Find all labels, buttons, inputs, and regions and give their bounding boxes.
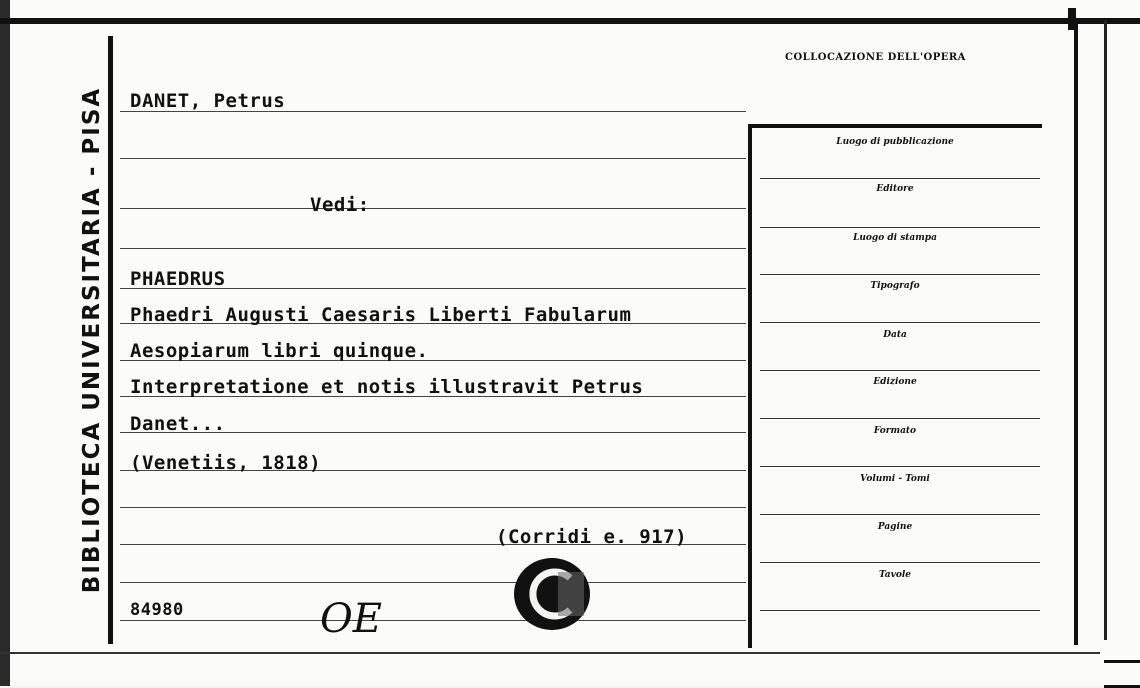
field-line: [760, 322, 1040, 323]
field-line: [760, 274, 1040, 275]
field-line: [760, 418, 1040, 419]
author-entry: DANET, Petrus: [130, 90, 286, 112]
reference-entry: (Corridi e. 917): [496, 526, 688, 548]
imprint-line: (Venetiis, 1818): [130, 452, 322, 474]
field-label-volumes: Volumi - Tomi: [860, 474, 930, 484]
field-label-publisher: Editore: [876, 184, 914, 194]
ruled-line: [120, 620, 746, 621]
library-stamp-icon: [512, 556, 592, 632]
collocation-header: COLLOCAZIONE DELL'OPERA: [785, 52, 966, 63]
card-bottom-border: [0, 652, 1100, 654]
field-line: [760, 514, 1040, 515]
title-line: Aesopiarum libri quinque.: [130, 340, 429, 362]
field-label-printer: Tipografo: [870, 281, 920, 291]
field-line: [760, 466, 1040, 467]
field-line: [760, 610, 1040, 611]
field-line: [760, 562, 1040, 563]
inventory-number: 84980: [130, 600, 184, 620]
field-label-edition: Edizione: [873, 377, 917, 387]
see-reference-label: Vedi:: [310, 194, 370, 216]
field-label-format: Formato: [873, 426, 917, 436]
field-label-pages: Pagine: [877, 522, 913, 532]
field-label-plates: Tavole: [878, 570, 912, 580]
field-label-place-of-publication: Luogo di pubblicazione: [836, 137, 954, 147]
card-left-edge: [0, 0, 10, 686]
title-line: Phaedri Augusti Caesaris Liberti Fabularum: [130, 304, 632, 326]
field-line: [760, 370, 1040, 371]
field-label-place-of-printing: Luogo di stampa: [853, 233, 937, 243]
margin-rule: [108, 36, 113, 644]
field-line: [760, 227, 1040, 228]
ruled-line: [120, 208, 746, 209]
library-name-vertical: BIBLIOTECA UNIVERSITARIA - PISA: [79, 86, 105, 594]
card-outer-right-border: [1104, 20, 1107, 640]
field-label-date: Data: [883, 330, 907, 340]
ruled-line: [120, 248, 746, 249]
handwritten-mark: OE: [320, 596, 382, 642]
title-line: Interpretatione et notis illustravit Petrus: [130, 376, 644, 398]
ruled-line: [120, 158, 746, 159]
ruled-line: [120, 582, 746, 583]
card-top-border: [0, 18, 1140, 24]
ruled-line: [120, 507, 746, 508]
corner-mark-bottom: [1104, 660, 1140, 688]
field-line: [760, 178, 1040, 179]
card-right-border: [1074, 20, 1078, 645]
title-line: Danet...: [130, 413, 226, 435]
heading-entry: PHAEDRUS: [130, 268, 226, 290]
